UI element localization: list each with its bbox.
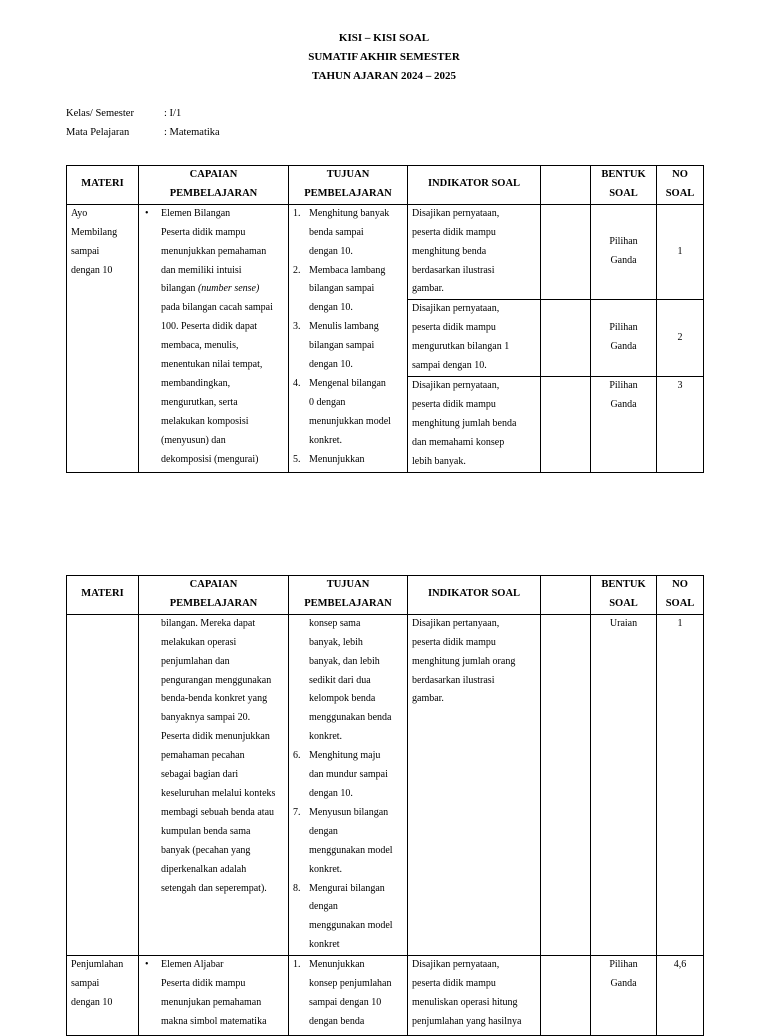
tujuan-cell: 1. Menghitung banyak benda sampai dengan 10. 2. Membaca lambang bilangan sampai dengan 10. 3. Menulis lambang bilangan sampai dengan 10. 4. Mengenal bilangan 0 dengan menunjukkan model konkret. 5. Menunjukkan (289, 204, 408, 472)
table-row (67, 614, 704, 955)
table-header-row (67, 166, 704, 205)
blank-cell (541, 204, 591, 300)
no-cell: 2 (657, 300, 704, 377)
doc-title-line-1: KISI – KISI SOAL (338, 32, 430, 44)
bentuk-cell: Pilihan Ganda (591, 956, 657, 1036)
kisi-table-2 (66, 575, 704, 1036)
bentuk-cell: Pilihan Ganda (591, 300, 657, 377)
capaian-cell: • Elemen Bilangan Peserta didik mampu menunjukkan pemahaman dan memiliki intuisi bilangan (number sense) pada bilangan cacah sampai 100. Peserta didik dapat membaca, menulis, menentukan nilai tempat, membandingkan, mengurutkan, serta melakukan komposisi (menyusun) dan dekomposisi (mengurai) (139, 204, 289, 472)
table-header-row (67, 576, 704, 615)
mapel-row (66, 123, 220, 142)
kelas-value: : I/1 (164, 108, 182, 119)
col-capaian: CAPAIAN PEMBELAJARAN (139, 576, 289, 615)
col-materi: MATERI (67, 166, 139, 205)
col-tujuan: TUJUAN PEMBELAJARAN (289, 166, 408, 205)
tujuan-cell: konsep sama banyak, lebih banyak, dan lebih sedikit dari dua kelompok benda menggunakan benda konkret. 6. Menghitung maju dan mundur sampai dengan 10. 7. Menyusun bilangan dengan menggunakan model konkret. 8. Mengurai bilangan dengan menggunakan model konkret (289, 614, 408, 955)
kelas-label: Kelas/ Semester (66, 108, 134, 119)
no-cell: 3 (657, 376, 704, 472)
indikator-cell: Disajikan pernyataan, peserta didik mampu mengurutkan bilangan 1 sampai dengan 10. (408, 300, 541, 377)
capaian-cell: • Elemen Aljabar Peserta didik mampu menunjukan pemahaman makna simbol matematika (139, 956, 289, 1036)
doc-title-line-2: SUMATIF AKHIR SEMESTER (308, 51, 460, 63)
col-blank (541, 166, 591, 205)
materi-cell (67, 614, 139, 955)
col-bentuk: BENTUK SOAL (591, 576, 657, 615)
col-no: NO SOAL (657, 166, 704, 205)
col-capaian: CAPAIAN PEMBELAJARAN (139, 166, 289, 205)
col-indikator: INDIKATOR SOAL (408, 166, 541, 205)
col-no: NO SOAL (657, 576, 704, 615)
mapel-value: : Matematika (164, 127, 220, 138)
indikator-cell: Disajikan pernyataan, peserta didik mampu menuliskan operasi hitung penjumlahan yang hasilnya (408, 956, 541, 1036)
table-row (67, 204, 704, 300)
col-bentuk: BENTUK SOAL (591, 166, 657, 205)
kisi-table-1 (66, 165, 704, 473)
materi-cell: Ayo Membilang sampai dengan 10 (67, 204, 139, 472)
no-cell: 1 (657, 204, 704, 300)
mapel-label: Mata Pelajaran (66, 127, 130, 138)
col-blank (541, 576, 591, 615)
blank-cell (541, 300, 591, 377)
bentuk-cell: Pilihan Ganda (591, 376, 657, 472)
indikator-cell: Disajikan pernyataan, peserta didik mampu menghitung jumlah benda dan memahami konsep lebih banyak. (408, 376, 541, 472)
capaian-cell: bilangan. Mereka dapat melakukan operasi penjumlahan dan pengurangan menggunakan benda-benda konkret yang banyaknya sampai 20. Peserta didik menunjukkan pemahaman pecahan sebagai bagian dari keseluruhan melalui konteks membagi sebuah benda atau kumpulan benda sama banyak (pecahan yang diperkenalkan adalah setengah dan seperempat). (139, 614, 289, 955)
no-cell: 1 (657, 614, 704, 955)
materi-cell: Penjumlahan sampai dengan 10 (67, 956, 139, 1036)
col-materi: MATERI (67, 576, 139, 615)
indikator-cell: Disajikan pertanyaan, peserta didik mampu menghitung jumlah orang berdasarkan ilustrasi gambar. (408, 614, 541, 955)
indikator-cell: Disajikan pernyataan, peserta didik mampu menghitung benda berdasarkan ilustrasi gambar. (408, 204, 541, 300)
blank-cell (541, 376, 591, 472)
bentuk-cell: Uraian (591, 614, 657, 955)
bentuk-cell: Pilihan Ganda (591, 204, 657, 300)
kelas-row (66, 104, 181, 123)
no-cell: 4,6 (657, 956, 704, 1036)
blank-cell (541, 614, 591, 955)
col-indikator: INDIKATOR SOAL (408, 576, 541, 615)
doc-title-line-3: TAHUN AJARAN 2024 – 2025 (311, 70, 457, 82)
tujuan-cell: 1. Menunjukkan konsep penjumlahan sampai dengan 10 dengan benda (289, 956, 408, 1036)
col-tujuan: TUJUAN PEMBELAJARAN (289, 576, 408, 615)
